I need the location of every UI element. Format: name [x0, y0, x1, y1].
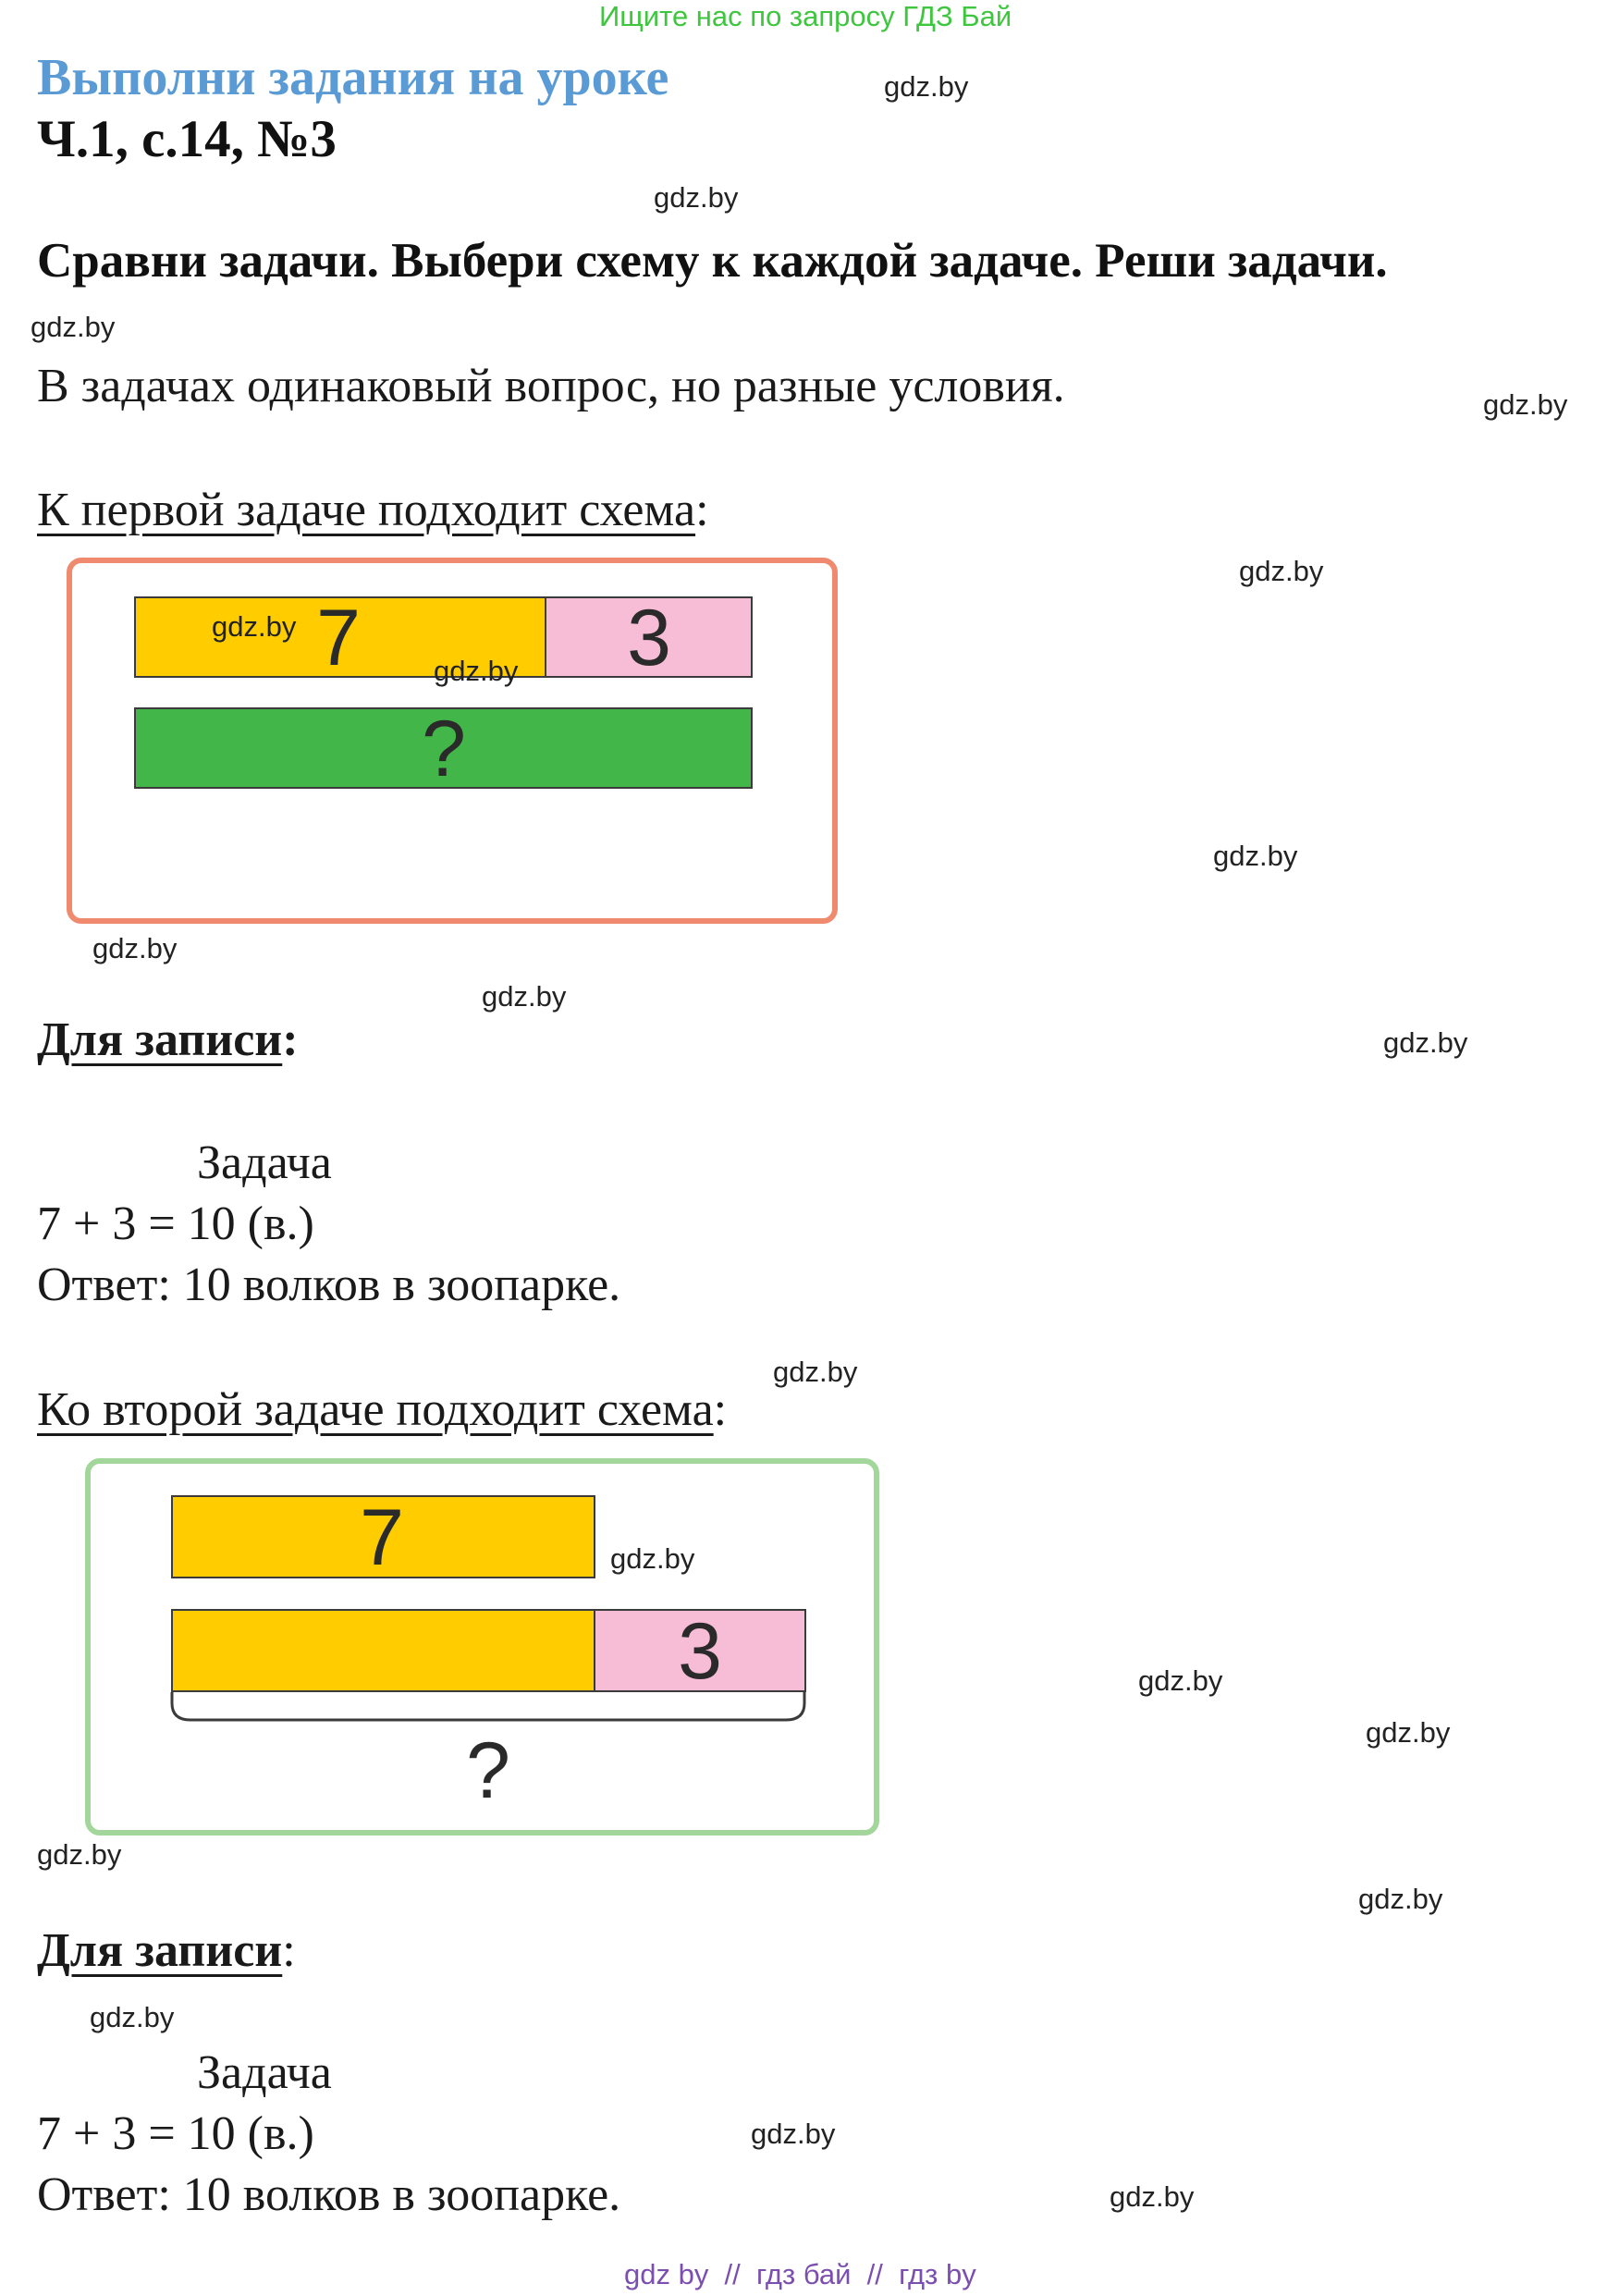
problem1-solution-title: Задача [197, 1136, 332, 1189]
watermark: gdz.by [1366, 1716, 1451, 1749]
problem1-equation: 7 + 3 = 10 (в.) [37, 1197, 314, 1250]
problem2-solution-title: Задача [197, 2046, 332, 2099]
watermark: gdz.by [92, 932, 178, 964]
textbook-reference: Ч.1, с.14, №3 [37, 110, 337, 168]
problem1-answer: Ответ: 10 волков в зоопарке. [37, 1259, 621, 1311]
problem2-record-heading [37, 1923, 296, 1978]
page-heading: Выполни задания на уроке [37, 49, 669, 106]
problem2-answer: Ответ: 10 волков в зоопарке. [37, 2168, 621, 2221]
problem2-caption-text: Ко второй задаче подходит схема [37, 1383, 714, 1436]
problem1-label-seven: 7 [316, 594, 361, 682]
watermark: gdz.by [654, 181, 739, 214]
watermark: gdz.by [1239, 555, 1324, 587]
problem2-bar-yellow [171, 1609, 595, 1692]
problem2-record-colon: : [282, 1924, 296, 1977]
problem1-record-heading-text: Для записи [37, 1013, 283, 1066]
problem1-record-colon: : [282, 1013, 299, 1066]
watermark: gdz.by [482, 980, 567, 1013]
problem1-record-heading [37, 1013, 299, 1067]
watermark: gdz.by [610, 1542, 695, 1575]
problem2-total-brace [166, 1690, 814, 1727]
watermark: gdz.by [1110, 2180, 1195, 2213]
watermark: gdz.by [1483, 388, 1568, 421]
watermark: gdz.by [212, 610, 297, 643]
watermark: gdz.by [1358, 1883, 1443, 1915]
problem2-label-seven: 7 [360, 1493, 404, 1582]
problem2-equation: 7 + 3 = 10 (в.) [37, 2107, 314, 2160]
task-statement: Сравни задачи. Выбери схему к каждой задаче. Реши задачи. [37, 234, 1388, 288]
problem1-scheme-caption [37, 483, 709, 537]
watermark: gdz.by [434, 655, 519, 687]
problem1-caption-colon: : [695, 484, 709, 536]
watermark: gdz.by [773, 1356, 858, 1388]
problem1-label-three: 3 [627, 594, 671, 682]
problem2-record-heading-text: Для записи [37, 1924, 283, 1977]
problem1-label-question: ? [422, 705, 466, 793]
watermark: gdz.by [31, 311, 116, 343]
problem1-caption-text: К первой задаче подходит схема [37, 484, 696, 536]
footer-links: gdz by // гдз бай // гдз by [624, 2258, 976, 2290]
watermark: gdz.by [37, 1838, 122, 1871]
watermark: gdz.by [1138, 1664, 1223, 1697]
watermark: gdz.by [90, 2001, 175, 2033]
intro-note: В задачах одинаковый вопрос, но разные условия. [37, 360, 1065, 412]
watermark: gdz.by [1213, 840, 1298, 872]
top-banner: Ищите нас по запросу ГДЗ Бай [599, 0, 1012, 32]
problem2-caption-colon: : [713, 1383, 728, 1436]
problem2-label-three: 3 [678, 1607, 722, 1696]
watermark: gdz.by [884, 70, 969, 103]
watermark: gdz.by [1383, 1026, 1468, 1059]
watermark: gdz.by [751, 2118, 836, 2150]
problem2-label-question: ? [466, 1726, 510, 1815]
problem2-scheme-caption [37, 1382, 727, 1437]
